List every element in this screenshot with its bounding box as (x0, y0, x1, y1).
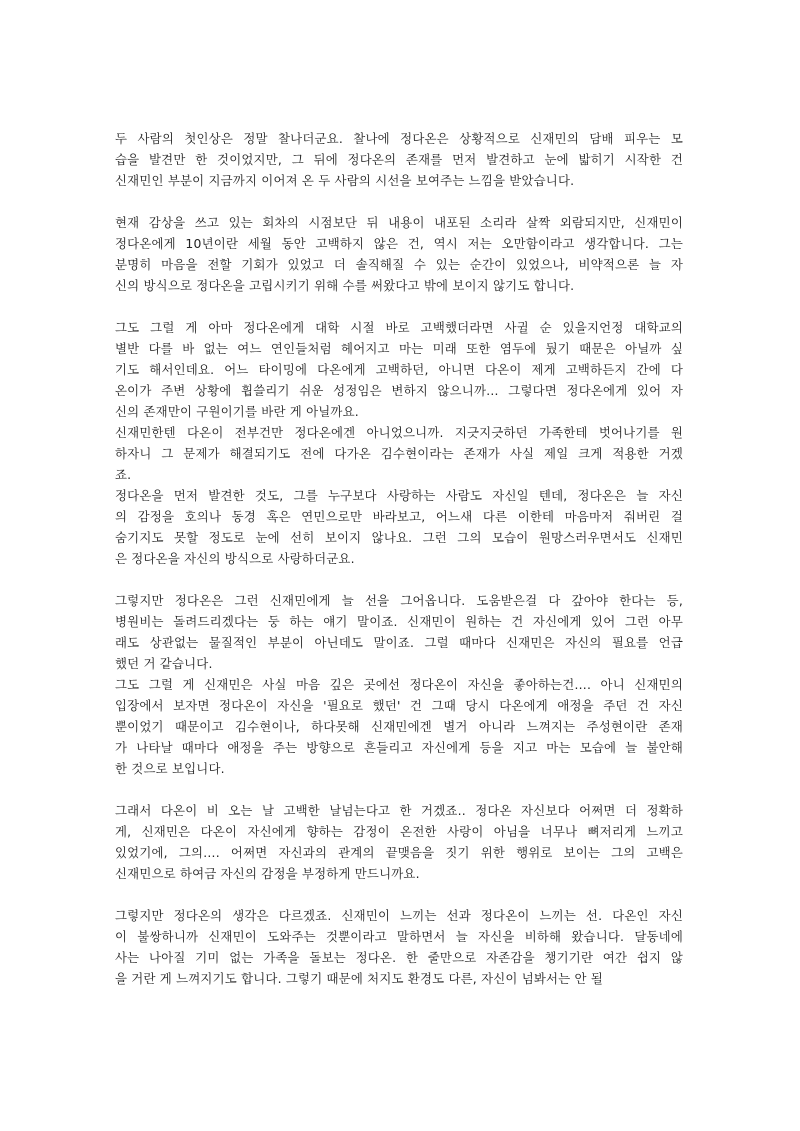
text-line: 래도 상관없는 물질적인 부분이 아닌데도 말이죠. 그럴 때마다 신재민은 자신의 필요를 언급 (115, 635, 683, 650)
text-line: 이 불쌍하니까 신재민이 도와주는 것뿐이라고 말하면서 늘 자신을 비하해 왔습니다. 달동네에 (115, 929, 683, 944)
paragraph (115, 317, 683, 422)
text-line: 습을 발견만 한 것이었지만, 그 뒤에 정다온의 존재를 먼저 발견하고 눈에 밟히기 시작한 건 (115, 152, 683, 167)
paragraph (115, 128, 683, 191)
text-line: 그렇지만 정다온은 그런 신재민에게 늘 선을 그어옵니다. 도움받은걸 다 갚아야 한다는 등, (115, 593, 683, 608)
text-line: 그래서 다온이 비 오는 날 고백한 날넘는다고 한 거겠죠.. 정다온 자신보다 어쩌면 더 정확하 (115, 803, 683, 818)
text-line: 그도 그럴 게 신재민은 사실 마음 깊은 곳에선 정다온이 자신을 좋아하는건…. 아니 신재민의 (115, 677, 683, 692)
text-line: 숨기지도 못할 정도로 눈에 선히 보이지 않나요. 그런 그의 모습이 원망스러우면서도 신재민 (115, 530, 683, 545)
text-line: 정다온을 먼저 발견한 것도, 그를 누구보다 사랑하는 사람도 자신일 텐데, 정다온은 늘 자신 (115, 488, 683, 503)
paragraph (115, 905, 683, 989)
text-line: 사는 나아질 기미 없는 가족을 돌보는 정다온. 한 줄만으로 자존감을 챙기기란 여간 쉽지 않 (115, 950, 683, 965)
text-line: 신의 방식으로 정다온을 고립시키기 위해 수를 써왔다고 밖에 보이지 않기도 합니다. (115, 278, 575, 293)
text-line: 게, 신재민은 다온이 자신에게 향하는 감정이 온전한 사랑이 아님을 너무나 뼈저리게 느끼고 (115, 824, 683, 839)
text-line: 하자니 그 문제가 해결되기도 전에 다가온 김수현이라는 존재가 사실 제일 크게 적용한 거겠 (115, 446, 683, 461)
text-line: 신재민인 부분이 지금까지 이어져 온 두 사람의 시선을 보여주는 느낌을 받았습니다. (115, 173, 575, 188)
text-line: 기도 해서인데요. 어느 타이밍에 다온에게 고백하던, 아니면 다온이 제게 고백하든지 간에 다 (115, 362, 683, 377)
paragraph-spacer (115, 569, 683, 590)
text-line: 을 거란 게 느껴지기도 합니다. 그렇기 때문에 처지도 환경도 다른, 자신이 넘봐서는 안 될 (115, 971, 604, 986)
text-line: 그도 그럴 게 아마 정다온에게 대학 시절 바로 고백했더라면 사귈 순 있을지언정 대학교의 (115, 320, 683, 335)
text-line: 있었기에, 그의…. 어쩌면 자신과의 관계의 끝맺음을 짓기 위한 행위로 보이는 그의 고백은 (115, 845, 683, 860)
text-line: 가 나타날 때마다 애정을 주는 방향으로 흔들리고 자신에게 등을 지고 마는 모습에 늘 불안해 (115, 740, 683, 755)
paragraph (115, 590, 683, 674)
text-line: 은 정다온을 자신의 방식으로 사랑하더군요. (115, 551, 355, 566)
paragraph-spacer (115, 779, 683, 800)
text-line: 별반 다를 바 없는 여느 연인들처럼 헤어지고 마는 미래 또한 염두에 뒀기 때문은 아닐까 싶 (115, 341, 683, 356)
paragraph (115, 212, 683, 296)
document-body (115, 128, 683, 989)
paragraph (115, 800, 683, 884)
paragraph-spacer (115, 191, 683, 212)
text-line: 정다온에게 10년이란 세월 동안 고백하지 않은 건, 역시 저는 오만함이라고 생각합니다. 그는 (115, 236, 683, 251)
text-line: 죠. (115, 467, 132, 482)
paragraph (115, 485, 683, 569)
text-line: 분명히 마음을 전할 기회가 있었고 더 솔직해질 수 있는 순간이 있었으나, 비약적으론 늘 자 (115, 257, 683, 272)
text-line: 두 사람의 첫인상은 정말 찰나더군요. 찰나에 정다온은 상황적으로 신재민의 담배 피우는 모 (115, 131, 683, 146)
text-line: 현재 감상을 쓰고 있는 회차의 시점보단 뒤 내용이 내포된 소리라 살짝 외람되지만, 신재민이 (115, 215, 683, 230)
text-line: 그렇지만 정다온의 생각은 다르겠죠. 신재민이 느끼는 선과 정다온이 느끼는 선. 다온인 자신 (115, 908, 683, 923)
text-line: 신의 존재만이 구원이기를 바란 게 아닐까요. (115, 404, 359, 419)
text-line: 신재민으로 하여금 자신의 감정을 부정하게 만드니까요. (115, 866, 420, 881)
text-line: 한 것으로 보입니다. (115, 761, 225, 776)
paragraph (115, 422, 683, 485)
text-line: 뿐이었기 때문이고 김수현이나, 하다못해 신재민에겐 별거 아니라 느껴지는 주성현이란 존재 (115, 719, 683, 734)
text-line: 의 감정을 호의나 동경 혹은 연민으로만 바라보고, 어느새 다른 이한테 마음마저 줘버린 걸 (115, 509, 683, 524)
text-line: 입장에서 보자면 정다온이 자신을 '필요로 했던' 건 그때 당시 다온에게 애정을 주던 건 자신 (115, 698, 683, 713)
paragraph (115, 674, 683, 779)
text-line: 했던 거 같습니다. (115, 656, 213, 671)
paragraph-spacer (115, 884, 683, 905)
text-line: 온이가 주변 상황에 휩쓸리기 쉬운 성정임은 변하지 않으니까… 그렇다면 정다온에게 있어 자 (115, 383, 683, 398)
paragraph-spacer (115, 296, 683, 317)
text-line: 병원비는 돌려드리겠다는 둥 하는 얘기 말이죠. 신재민이 원하는 건 자신에게 있어 그런 아무 (115, 614, 683, 629)
text-line: 신재민한텐 다온이 전부건만 정다온에겐 아니었으니까. 지긋지긋하던 가족한테 벗어나기를 원 (115, 425, 683, 440)
